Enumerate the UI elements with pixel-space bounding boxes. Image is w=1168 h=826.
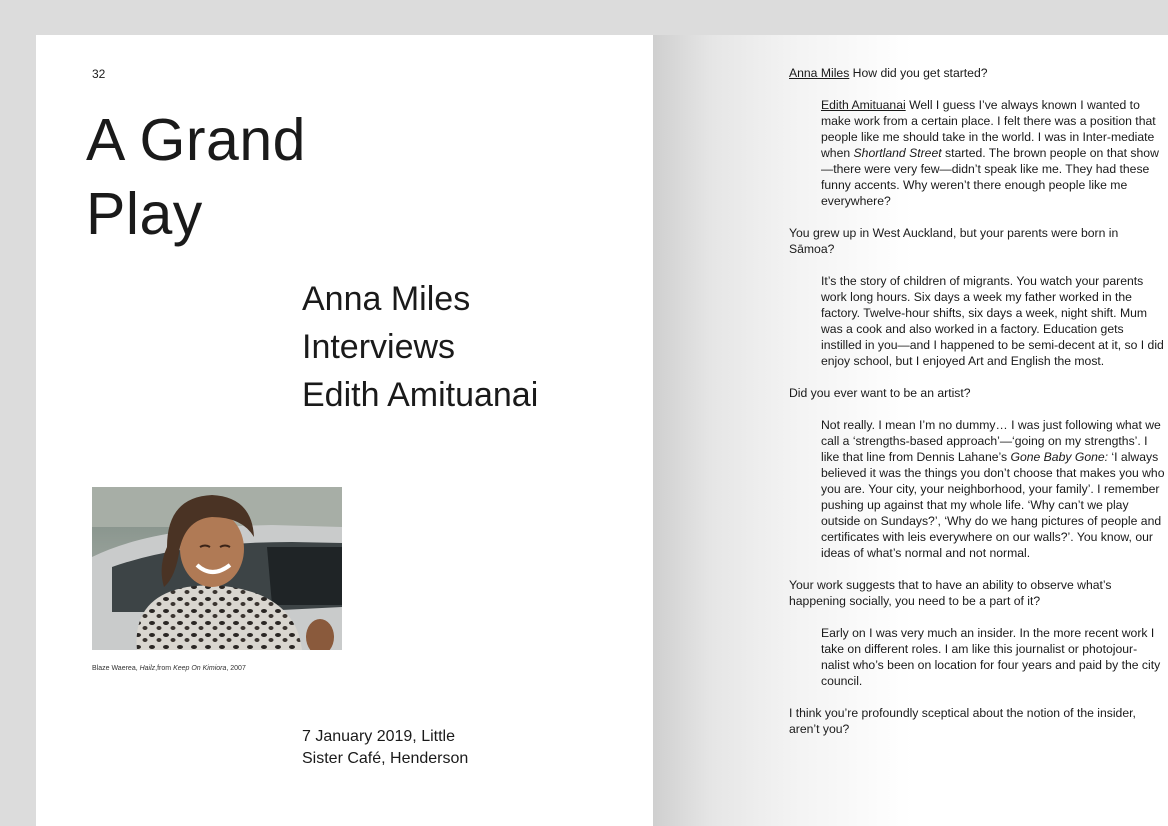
right-page (653, 35, 1168, 826)
answer-text: Not really. I mean I’m no dummy… I was just following what we call a ‘strengths-based approach’—‘going on my strengths’. I like that line from Dennis Lahane’s (821, 418, 1161, 464)
dateline-line: Sister Café, Henderson (302, 750, 469, 767)
answer-paragraph: Early on I was very much an insider. In the more recent work I take on different roles. I am like this journalist or photojour-nalist who’s been on location for four years and paid by the city council. (821, 626, 1161, 688)
answer-paragraph (821, 97, 1165, 209)
answer-text: Well I guess I’ve always known I wanted to make work from a certain place. I felt there was a position that people like me should take in the world. I was in Inter-mediate when (821, 98, 1156, 160)
show-title: Shortland Street (853, 146, 942, 160)
answer-text: started. The brown people on that show—there were very few—didn’t speak like me. They had these funny accents. Why weren’t there enough people like me everywhere? (821, 146, 1159, 208)
subtitle-line: Edith Amituanai (302, 376, 539, 414)
subtitle-line: Interviews (302, 328, 456, 366)
photo-child-portrait (92, 487, 342, 650)
caption-artist: Blaze Waerea, (92, 665, 140, 672)
page-number: 32 (92, 67, 106, 81)
book-spread (36, 35, 1168, 826)
answer-text: ‘I always believed it was the things you don’t choose that makes you who you are. Your city, your neighborhood, your family’. I remember pushing up against that my whole life. ‘Why can’t we play outside on Sundays?’, ‘Why do we hang pictures of people and certificates with leis everywhere on our walls?’. You know, our ideas of what’s normal and not normal. (821, 450, 1165, 560)
caption-series: Keep On Kimiora (173, 665, 227, 672)
dateline-line: 7 January 2019, Little (302, 728, 455, 745)
photo-illustration (92, 487, 342, 650)
speaker-name: Edith Amituanai (821, 98, 906, 112)
interview-dateline (302, 726, 468, 770)
question-paragraph: Did you ever want to be an artist? (789, 386, 971, 400)
title-line: Play (86, 181, 203, 247)
question-paragraph: Your work suggests that to have an ability to observe what’s happening socially, you need to be a part of it? (789, 578, 1112, 608)
caption-year: , 2007 (226, 665, 246, 672)
caption-from: ,from (155, 665, 174, 672)
left-page (36, 35, 653, 826)
article-title (86, 103, 306, 251)
interview-text (789, 65, 1165, 753)
caption-work: Hailz (139, 665, 156, 672)
title-line: A Grand (86, 107, 306, 173)
question-text: How did you get started? (849, 66, 988, 80)
question-paragraph: You grew up in West Auckland, but your parents were born in Sāmoa? (789, 226, 1119, 256)
film-title: Gone Baby Gone: (1010, 450, 1109, 464)
article-subtitle (302, 275, 538, 419)
photo-caption (92, 665, 246, 672)
answer-paragraph: It’s the story of children of migrants. You watch your parents work long hours. Six days a week my father worked in the factory. Twelve-hour shifts, six days a week, night shift. Mum was a cook and also worked in a factory. Education gets instilled in you—and I happened to be semi-decent at it, so I did enjoy school, but I enjoyed Art and English the most. (821, 274, 1164, 368)
subtitle-line: Anna Miles (302, 280, 471, 318)
speaker-name: Anna Miles (789, 66, 850, 80)
answer-paragraph (821, 417, 1165, 561)
question-paragraph: I think you’re profoundly sceptical about the notion of the insider, aren’t you? (789, 706, 1136, 736)
question-paragraph (789, 65, 1165, 81)
